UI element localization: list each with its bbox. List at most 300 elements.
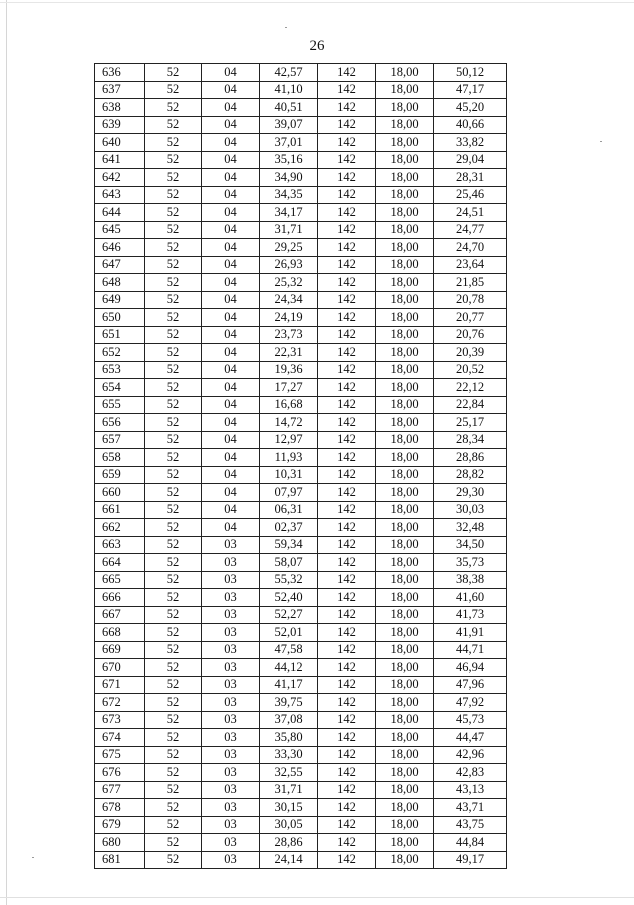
table-cell: 47,92 [434, 694, 507, 712]
table-cell: 04 [202, 449, 260, 467]
table-cell: 18,00 [376, 204, 434, 222]
table-cell: 18,00 [376, 851, 434, 869]
table-cell: 142 [318, 431, 376, 449]
scan-speck [32, 857, 34, 858]
table-cell: 32,48 [434, 519, 507, 537]
table-cell: 669 [95, 641, 145, 659]
table-cell: 03 [202, 536, 260, 554]
table-cell: 142 [318, 239, 376, 257]
table-cell: 18,00 [376, 781, 434, 799]
table-row [95, 99, 507, 117]
table-cell: 16,68 [260, 396, 318, 414]
table-cell: 20,52 [434, 361, 507, 379]
table-cell: 665 [95, 571, 145, 589]
table-row [95, 571, 507, 589]
table-cell: 142 [318, 274, 376, 292]
scan-speck [600, 141, 602, 142]
table-cell: 41,73 [434, 606, 507, 624]
table-cell: 664 [95, 554, 145, 572]
table-cell: 671 [95, 676, 145, 694]
table-row [95, 81, 507, 99]
table-cell: 18,00 [376, 81, 434, 99]
table-cell: 142 [318, 641, 376, 659]
table-cell: 41,17 [260, 676, 318, 694]
table-cell: 647 [95, 256, 145, 274]
table-cell: 44,47 [434, 729, 507, 747]
table-cell: 07,97 [260, 484, 318, 502]
table-cell: 638 [95, 99, 145, 117]
table-cell: 670 [95, 659, 145, 677]
table-row [95, 309, 507, 327]
table-cell: 52 [145, 641, 202, 659]
table-cell: 675 [95, 746, 145, 764]
table-cell: 52 [145, 624, 202, 642]
table-cell: 04 [202, 204, 260, 222]
table-cell: 28,34 [434, 431, 507, 449]
table-cell: 18,00 [376, 536, 434, 554]
table-cell: 25,46 [434, 186, 507, 204]
table-cell: 652 [95, 344, 145, 362]
table-cell: 21,85 [434, 274, 507, 292]
table-cell: 142 [318, 606, 376, 624]
table-row [95, 169, 507, 187]
table-cell: 657 [95, 431, 145, 449]
table-cell: 03 [202, 764, 260, 782]
table-cell: 656 [95, 414, 145, 432]
table-cell: 18,00 [376, 519, 434, 537]
table-cell: 52 [145, 746, 202, 764]
table-cell: 49,17 [434, 851, 507, 869]
table-cell: 20,76 [434, 326, 507, 344]
page-number: 26 [309, 38, 325, 54]
table-cell: 52 [145, 64, 202, 82]
table-cell: 142 [318, 186, 376, 204]
table-cell: 142 [318, 169, 376, 187]
table-cell: 52 [145, 344, 202, 362]
table-row [95, 379, 507, 397]
table-cell: 03 [202, 851, 260, 869]
table-cell: 28,86 [260, 834, 318, 852]
table-cell: 04 [202, 239, 260, 257]
table-cell: 04 [202, 64, 260, 82]
table-cell: 661 [95, 501, 145, 519]
table-cell: 18,00 [376, 169, 434, 187]
table-cell: 142 [318, 116, 376, 134]
table-cell: 142 [318, 344, 376, 362]
table-cell: 643 [95, 186, 145, 204]
table-cell: 644 [95, 204, 145, 222]
table-cell: 25,17 [434, 414, 507, 432]
table-cell: 41,10 [260, 81, 318, 99]
table-row [95, 624, 507, 642]
table-cell: 03 [202, 676, 260, 694]
table-cell: 29,30 [434, 484, 507, 502]
table-cell: 04 [202, 396, 260, 414]
table-cell: 654 [95, 379, 145, 397]
table-cell: 11,93 [260, 449, 318, 467]
table-cell: 142 [318, 414, 376, 432]
table-cell: 666 [95, 589, 145, 607]
table-cell: 636 [95, 64, 145, 82]
table-cell: 52 [145, 834, 202, 852]
table-cell: 18,00 [376, 676, 434, 694]
table-cell: 642 [95, 169, 145, 187]
table-cell: 142 [318, 554, 376, 572]
table-cell: 25,32 [260, 274, 318, 292]
table-cell: 142 [318, 571, 376, 589]
table-cell: 32,55 [260, 764, 318, 782]
table-cell: 52,40 [260, 589, 318, 607]
table-row [95, 291, 507, 309]
table-cell: 04 [202, 116, 260, 134]
table-cell: 142 [318, 536, 376, 554]
table-cell: 142 [318, 484, 376, 502]
table-cell: 31,71 [260, 781, 318, 799]
table-cell: 24,19 [260, 309, 318, 327]
table-cell: 04 [202, 361, 260, 379]
table-cell: 03 [202, 659, 260, 677]
table-cell: 14,72 [260, 414, 318, 432]
table-cell: 52 [145, 764, 202, 782]
table-cell: 142 [318, 379, 376, 397]
table-cell: 31,71 [260, 221, 318, 239]
table-cell: 42,96 [434, 746, 507, 764]
table-cell: 23,73 [260, 326, 318, 344]
table-cell: 142 [318, 676, 376, 694]
table-cell: 142 [318, 221, 376, 239]
table-cell: 18,00 [376, 449, 434, 467]
table-cell: 142 [318, 99, 376, 117]
table-cell: 52 [145, 501, 202, 519]
table-row [95, 536, 507, 554]
table-cell: 24,34 [260, 291, 318, 309]
table-cell: 04 [202, 309, 260, 327]
table-cell: 52 [145, 484, 202, 502]
table-cell: 142 [318, 851, 376, 869]
table-cell: 04 [202, 431, 260, 449]
table-cell: 33,82 [434, 134, 507, 152]
table-cell: 18,00 [376, 116, 434, 134]
table-cell: 37,08 [260, 711, 318, 729]
table-cell: 18,00 [376, 291, 434, 309]
table-row [95, 781, 507, 799]
table-cell: 52 [145, 186, 202, 204]
table-row [95, 851, 507, 869]
table-cell: 20,39 [434, 344, 507, 362]
table-cell: 44,71 [434, 641, 507, 659]
table-cell: 47,96 [434, 676, 507, 694]
scan-left-edge [6, 0, 7, 905]
table-cell: 44,12 [260, 659, 318, 677]
table-cell: 20,78 [434, 291, 507, 309]
table-row [95, 274, 507, 292]
table-cell: 33,30 [260, 746, 318, 764]
table-row [95, 151, 507, 169]
table-cell: 28,86 [434, 449, 507, 467]
table-row [95, 186, 507, 204]
table-cell: 18,00 [376, 484, 434, 502]
table-cell: 40,51 [260, 99, 318, 117]
table-cell: 34,35 [260, 186, 318, 204]
table-cell: 142 [318, 764, 376, 782]
table-cell: 03 [202, 694, 260, 712]
table-cell: 20,77 [434, 309, 507, 327]
table-cell: 18,00 [376, 764, 434, 782]
table-cell: 18,00 [376, 571, 434, 589]
table-cell: 04 [202, 256, 260, 274]
table-row [95, 501, 507, 519]
table-cell: 03 [202, 624, 260, 642]
table-cell: 142 [318, 781, 376, 799]
table-cell: 52 [145, 134, 202, 152]
table-cell: 17,27 [260, 379, 318, 397]
table-cell: 142 [318, 326, 376, 344]
table-cell: 142 [318, 746, 376, 764]
table-row [95, 204, 507, 222]
table-cell: 44,84 [434, 834, 507, 852]
table-cell: 30,05 [260, 816, 318, 834]
table-cell: 52 [145, 449, 202, 467]
table-cell: 42,83 [434, 764, 507, 782]
table-cell: 18,00 [376, 554, 434, 572]
table-cell: 18,00 [376, 361, 434, 379]
table-cell: 04 [202, 169, 260, 187]
table-row [95, 414, 507, 432]
table-cell: 24,14 [260, 851, 318, 869]
table-cell: 52 [145, 431, 202, 449]
table-row [95, 64, 507, 82]
table-cell: 18,00 [376, 274, 434, 292]
table-cell: 18,00 [376, 799, 434, 817]
table-cell: 29,04 [434, 151, 507, 169]
table-cell: 41,91 [434, 624, 507, 642]
table-cell: 648 [95, 274, 145, 292]
table-row [95, 431, 507, 449]
table-cell: 30,15 [260, 799, 318, 817]
table-cell: 18,00 [376, 606, 434, 624]
table-cell: 04 [202, 81, 260, 99]
table-cell: 641 [95, 151, 145, 169]
table-row [95, 134, 507, 152]
table-cell: 45,73 [434, 711, 507, 729]
table-cell: 43,75 [434, 816, 507, 834]
table-cell: 142 [318, 151, 376, 169]
table-cell: 18,00 [376, 379, 434, 397]
table-cell: 59,34 [260, 536, 318, 554]
table-row [95, 466, 507, 484]
table-cell: 04 [202, 99, 260, 117]
table-cell: 37,01 [260, 134, 318, 152]
table-cell: 24,70 [434, 239, 507, 257]
table-cell: 43,13 [434, 781, 507, 799]
table-cell: 18,00 [376, 256, 434, 274]
table-cell: 42,57 [260, 64, 318, 82]
scan-speck [285, 27, 287, 28]
table-cell: 655 [95, 396, 145, 414]
table-cell: 34,90 [260, 169, 318, 187]
table-cell: 142 [318, 834, 376, 852]
table-cell: 04 [202, 466, 260, 484]
table-cell: 50,12 [434, 64, 507, 82]
table-cell: 52 [145, 274, 202, 292]
table-cell: 52 [145, 116, 202, 134]
table-cell: 18,00 [376, 746, 434, 764]
table-cell: 04 [202, 291, 260, 309]
table-cell: 52 [145, 204, 202, 222]
table-cell: 03 [202, 834, 260, 852]
table-cell: 18,00 [376, 134, 434, 152]
table-cell: 142 [318, 659, 376, 677]
table-row [95, 239, 507, 257]
table-cell: 672 [95, 694, 145, 712]
table-row [95, 606, 507, 624]
table-cell: 18,00 [376, 221, 434, 239]
table-row [95, 799, 507, 817]
table-cell: 142 [318, 711, 376, 729]
table-cell: 52 [145, 589, 202, 607]
table-cell: 658 [95, 449, 145, 467]
table-cell: 03 [202, 711, 260, 729]
table-cell: 35,80 [260, 729, 318, 747]
table-cell: 142 [318, 816, 376, 834]
table-cell: 18,00 [376, 64, 434, 82]
table-cell: 58,07 [260, 554, 318, 572]
table-cell: 22,12 [434, 379, 507, 397]
table-cell: 24,51 [434, 204, 507, 222]
table-cell: 34,50 [434, 536, 507, 554]
table-cell: 639 [95, 116, 145, 134]
table-row [95, 116, 507, 134]
table-cell: 52 [145, 606, 202, 624]
table-cell: 52 [145, 519, 202, 537]
table-cell: 03 [202, 729, 260, 747]
table-cell: 03 [202, 799, 260, 817]
table-cell: 678 [95, 799, 145, 817]
table-cell: 03 [202, 554, 260, 572]
table-row [95, 834, 507, 852]
table-cell: 142 [318, 519, 376, 537]
table-row [95, 344, 507, 362]
scan-top-edge [0, 2, 634, 3]
table-cell: 18,00 [376, 834, 434, 852]
table-cell: 04 [202, 134, 260, 152]
table-cell: 52 [145, 729, 202, 747]
table-row [95, 221, 507, 239]
table-row [95, 449, 507, 467]
table-cell: 22,84 [434, 396, 507, 414]
table-cell: 52 [145, 694, 202, 712]
table-cell: 662 [95, 519, 145, 537]
table-cell: 06,31 [260, 501, 318, 519]
table-cell: 46,94 [434, 659, 507, 677]
table-cell: 18,00 [376, 151, 434, 169]
table-cell: 04 [202, 326, 260, 344]
table-cell: 52 [145, 239, 202, 257]
table-cell: 10,31 [260, 466, 318, 484]
table-cell: 142 [318, 799, 376, 817]
table-cell: 04 [202, 274, 260, 292]
table-cell: 645 [95, 221, 145, 239]
table-cell: 24,77 [434, 221, 507, 239]
table-cell: 142 [318, 309, 376, 327]
table-cell: 29,25 [260, 239, 318, 257]
table-cell: 39,07 [260, 116, 318, 134]
table-cell: 18,00 [376, 501, 434, 519]
table-cell: 03 [202, 746, 260, 764]
table-cell: 52 [145, 326, 202, 344]
table-cell: 23,64 [434, 256, 507, 274]
table-cell: 660 [95, 484, 145, 502]
table-cell: 02,37 [260, 519, 318, 537]
table-cell: 28,31 [434, 169, 507, 187]
table-cell: 681 [95, 851, 145, 869]
table-cell: 142 [318, 466, 376, 484]
table-cell: 40,66 [434, 116, 507, 134]
table-cell: 28,82 [434, 466, 507, 484]
table-cell: 55,32 [260, 571, 318, 589]
table-cell: 18,00 [376, 239, 434, 257]
table-cell: 649 [95, 291, 145, 309]
table-cell: 35,73 [434, 554, 507, 572]
table-cell: 52 [145, 466, 202, 484]
table-cell: 18,00 [376, 431, 434, 449]
table-row [95, 361, 507, 379]
table-cell: 646 [95, 239, 145, 257]
table-cell: 52 [145, 659, 202, 677]
table-cell: 677 [95, 781, 145, 799]
table-cell: 52 [145, 851, 202, 869]
table-cell: 18,00 [376, 624, 434, 642]
table-cell: 03 [202, 606, 260, 624]
table-cell: 18,00 [376, 99, 434, 117]
table-row [95, 256, 507, 274]
table-cell: 674 [95, 729, 145, 747]
table-cell: 18,00 [376, 396, 434, 414]
table-cell: 18,00 [376, 589, 434, 607]
table-row [95, 326, 507, 344]
table-cell: 12,97 [260, 431, 318, 449]
table-cell: 30,03 [434, 501, 507, 519]
table-cell: 18,00 [376, 309, 434, 327]
table-cell: 47,58 [260, 641, 318, 659]
table-row [95, 554, 507, 572]
table-cell: 52 [145, 396, 202, 414]
table-cell: 52 [145, 151, 202, 169]
table-cell: 04 [202, 379, 260, 397]
table-cell: 142 [318, 81, 376, 99]
table-cell: 03 [202, 571, 260, 589]
table-row [95, 519, 507, 537]
table-cell: 52 [145, 81, 202, 99]
table-cell: 142 [318, 501, 376, 519]
table-cell: 04 [202, 484, 260, 502]
table-cell: 653 [95, 361, 145, 379]
table-cell: 52 [145, 711, 202, 729]
table-cell: 52 [145, 676, 202, 694]
table-cell: 41,60 [434, 589, 507, 607]
table-row [95, 694, 507, 712]
table-cell: 142 [318, 589, 376, 607]
table-cell: 52 [145, 816, 202, 834]
table-cell: 22,31 [260, 344, 318, 362]
table-cell: 38,38 [434, 571, 507, 589]
table-cell: 04 [202, 501, 260, 519]
table-cell: 18,00 [376, 729, 434, 747]
table-cell: 52 [145, 309, 202, 327]
table-cell: 04 [202, 186, 260, 204]
table-row [95, 396, 507, 414]
table-cell: 52 [145, 799, 202, 817]
